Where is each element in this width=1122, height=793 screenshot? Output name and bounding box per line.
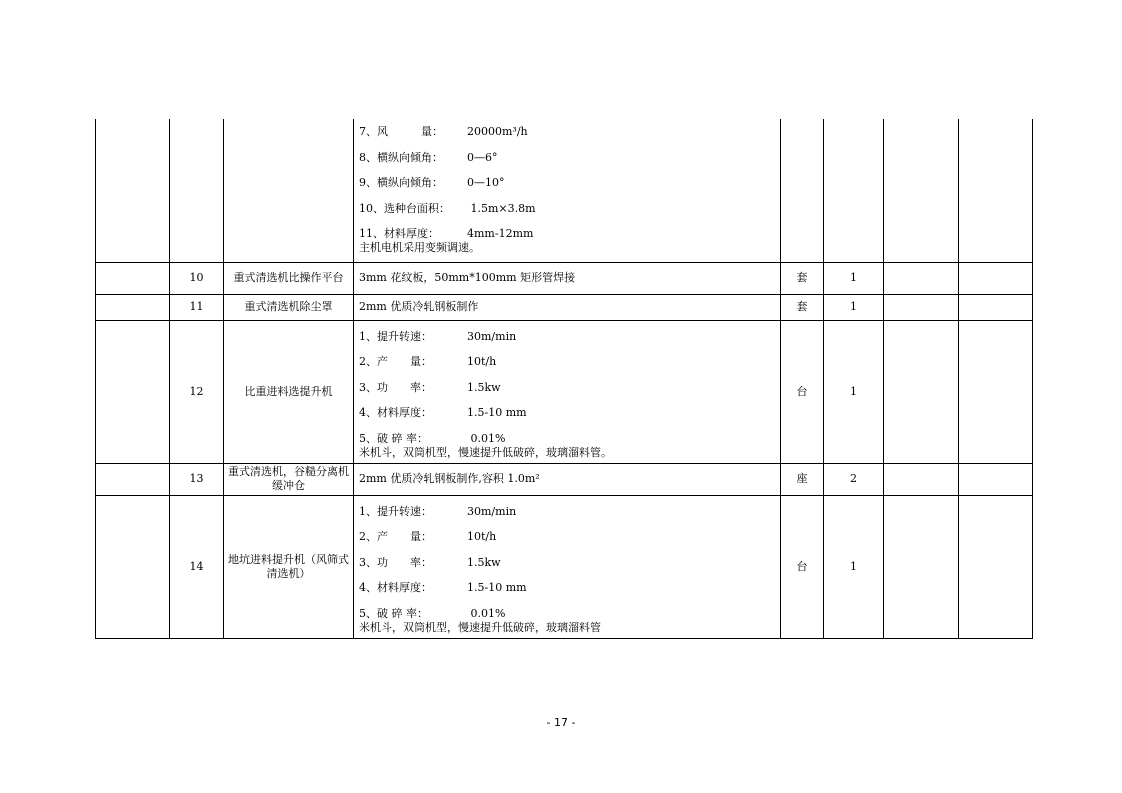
spec-cell: 2mm 优质冷轧钢板制作,容积 1.0m² bbox=[354, 463, 781, 495]
blank-cell bbox=[96, 320, 170, 463]
spec-line: 8、横纵向倾角： 0—6° bbox=[359, 150, 498, 164]
table-row bbox=[96, 320, 1033, 463]
equipment-name: 比重进料选提升机 bbox=[224, 320, 354, 463]
table-row bbox=[96, 294, 1033, 320]
spec-line: 3、功 率： 1.5kw bbox=[359, 555, 501, 569]
row-number: 10 bbox=[170, 262, 224, 294]
blank-cell bbox=[96, 495, 170, 638]
blank-cell bbox=[959, 320, 1033, 463]
blank-cell bbox=[884, 463, 959, 495]
qty-cell: 1 bbox=[824, 294, 884, 320]
spec-note: 米机斗，双筒机型，慢速提升低破碎，玻璃溜料管。 bbox=[359, 445, 612, 459]
equipment-name bbox=[224, 119, 354, 262]
spec-cell bbox=[354, 119, 781, 262]
unit-cell: 套 bbox=[781, 294, 824, 320]
spec-cell bbox=[354, 495, 781, 638]
blank-cell bbox=[96, 119, 170, 262]
spec-cell bbox=[354, 320, 781, 463]
qty-cell: 1 bbox=[824, 320, 884, 463]
spec-line: 2、产 量： 10t/h bbox=[359, 530, 497, 543]
qty-cell: 1 bbox=[824, 262, 884, 294]
blank-cell bbox=[959, 294, 1033, 320]
equipment-name: 地坑进料提升机（风筛式清选机） bbox=[224, 495, 354, 638]
qty-cell: 1 bbox=[824, 495, 884, 638]
table-row bbox=[96, 495, 1033, 638]
table-row bbox=[96, 119, 1033, 262]
row-number bbox=[170, 119, 224, 262]
qty-cell: 2 bbox=[824, 463, 884, 495]
spec-line: 10、选种台面积： 1.5m×3.8m bbox=[359, 201, 536, 215]
spec-line: 1、提升转速： 30m/min bbox=[359, 329, 517, 343]
spec-line: 4、材料厚度： 1.5-10 mm bbox=[359, 581, 527, 594]
page-number: - 17 - bbox=[546, 716, 576, 729]
row-number: 12 bbox=[170, 320, 224, 463]
blank-cell bbox=[884, 119, 959, 262]
blank-cell bbox=[884, 262, 959, 294]
qty-cell bbox=[824, 119, 884, 262]
blank-cell bbox=[959, 262, 1033, 294]
blank-cell bbox=[884, 294, 959, 320]
equipment-table bbox=[95, 119, 1033, 639]
blank-cell bbox=[96, 463, 170, 495]
spec-line: 5、破 碎 率： 0.01% bbox=[359, 606, 506, 620]
spec-line: 7、风 量： 20000m³/h bbox=[359, 125, 528, 138]
table-row bbox=[96, 262, 1033, 294]
row-number: 14 bbox=[170, 495, 224, 638]
spec-line: 2、产 量： 10t/h bbox=[359, 355, 497, 368]
blank-cell bbox=[959, 119, 1033, 262]
spec-note: 米机斗，双筒机型，慢速提升低破碎，玻璃溜料管 bbox=[359, 620, 601, 634]
spec-line: 9、横纵向倾角： 0—10° bbox=[359, 176, 505, 189]
blank-cell bbox=[96, 294, 170, 320]
blank-cell bbox=[884, 495, 959, 638]
spec-line: 1、提升转速： 30m/min bbox=[359, 504, 517, 518]
unit-cell: 套 bbox=[781, 262, 824, 294]
spec-line: 5、破 碎 率： 0.01% bbox=[359, 431, 506, 445]
spec-line: 11、材料厚度： 4mm-12mm bbox=[359, 227, 534, 240]
unit-cell: 台 bbox=[781, 495, 824, 638]
table-row bbox=[96, 463, 1033, 495]
row-number: 13 bbox=[170, 463, 224, 495]
unit-cell bbox=[781, 119, 824, 262]
row-number: 11 bbox=[170, 294, 224, 320]
spec-line: 3、功 率： 1.5kw bbox=[359, 380, 501, 394]
equipment-name: 重式清选机，谷糙分离机缓冲仓 bbox=[224, 463, 354, 495]
equipment-name: 重式清选机除尘罩 bbox=[224, 294, 354, 320]
spec-cell: 2mm 优质冷轧钢板制作 bbox=[354, 294, 781, 320]
spec-line: 4、材料厚度： 1.5-10 mm bbox=[359, 406, 527, 419]
blank-cell bbox=[959, 463, 1033, 495]
blank-cell bbox=[959, 495, 1033, 638]
unit-cell: 座 bbox=[781, 463, 824, 495]
spec-cell: 3mm 花纹板，50mm*100mm 矩形管焊接 bbox=[354, 262, 781, 294]
unit-cell: 台 bbox=[781, 320, 824, 463]
blank-cell bbox=[96, 262, 170, 294]
spec-note: 主机电机采用变频调速。 bbox=[359, 241, 480, 254]
blank-cell bbox=[884, 320, 959, 463]
equipment-name: 重式清选机比操作平台 bbox=[224, 262, 354, 294]
